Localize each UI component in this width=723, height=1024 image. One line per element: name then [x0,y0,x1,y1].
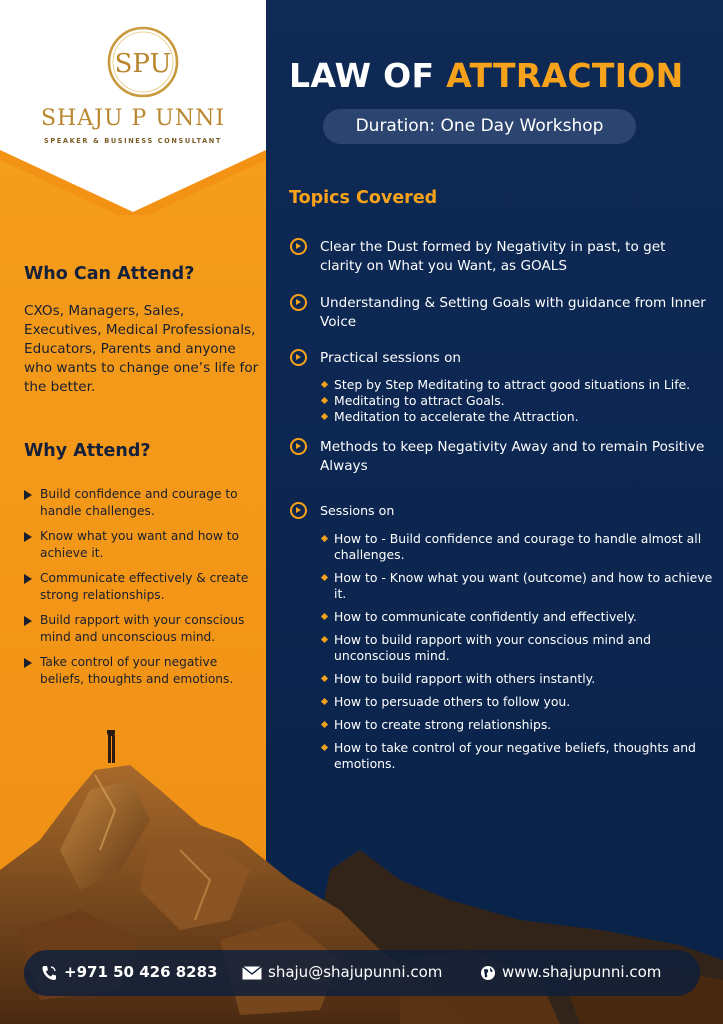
why-attend-item: Know what you want and how to achieve it. [24,528,260,561]
circle-arrow-icon [290,438,307,455]
diamond-bullet-icon [321,721,328,728]
mail-icon [242,966,262,980]
list-item: How to build rapport with your conscious mind and unconscious mind. [320,632,715,664]
list-item: How to take control of your negative beliefs, thoughts and emotions. [320,740,715,772]
why-attend-item: Build confidence and courage to handle challenges. [24,486,260,519]
contact-email[interactable]: shaju@shajupunni.com [242,963,442,981]
diamond-bullet-icon [321,613,328,620]
globe-icon [480,965,496,981]
who-can-attend-text: CXOs, Managers, Sales, Executives, Medical Professionals, Educators, Parents and anyone who wants to change one’s life for the better. [24,303,259,395]
triangle-bullet-icon [24,658,32,668]
contact-website[interactable]: www.shajupunni.com [480,963,661,981]
brand-name: SHAJU P UNNI [40,106,226,131]
duration-badge: Duration: One Day Workshop [323,109,636,144]
why-attend-list [24,486,260,696]
diamond-bullet-icon [321,381,328,388]
list-item: How to build rapport with others instantly. [320,671,715,687]
diamond-bullet-icon [321,413,328,420]
hiker-silhouette-icon [103,730,115,763]
triangle-bullet-icon [24,574,32,584]
list-item: Step by Step Meditating to attract good situations in Life. [320,377,715,393]
logo-ring-icon [106,25,180,99]
page-title: LAW OF ATTRACTION [289,56,684,95]
diamond-bullet-icon [321,675,328,682]
topic-item: Clear the Dust formed by Negativity in past, to get clarity on What you Want, as GOALS [290,238,710,275]
list-item: How to create strong relationships. [320,717,715,733]
logo-block [0,0,266,215]
list-item: Meditating to attract Goals. [320,393,715,409]
diamond-bullet-icon [321,574,328,581]
phone-icon [40,964,58,982]
diamond-bullet-icon [321,535,328,542]
topic-item: Understanding & Setting Goals with guidance from Inner Voice [290,294,710,331]
logo-monogram-text: SPU [114,49,172,79]
brand-tagline: SPEAKER & BUSINESS CONSULTANT [43,137,222,145]
list-item: How to communicate confidently and effectively. [320,609,715,625]
topic-item: Sessions on [290,502,710,521]
topics-covered-heading: Topics Covered [289,188,438,208]
diamond-bullet-icon [321,698,328,705]
why-attend-item: Build rapport with your conscious mind and unconscious mind. [24,612,260,645]
contact-phone[interactable]: +971 50 426 8283 [40,963,217,982]
circle-arrow-icon [290,349,307,366]
triangle-bullet-icon [24,616,32,626]
triangle-bullet-icon [24,532,32,542]
circle-arrow-icon [290,502,307,519]
diamond-bullet-icon [321,397,328,404]
why-attend-item: Communicate effectively & create strong relationships. [24,570,260,603]
list-item: Meditation to accelerate the Attraction. [320,409,715,425]
diamond-bullet-icon [321,636,328,643]
topic-item: Practical sessions on [290,349,710,368]
circle-arrow-icon [290,294,307,311]
triangle-bullet-icon [24,490,32,500]
logo-monogram [106,25,180,99]
who-can-attend-heading: Who Can Attend? [24,264,195,284]
why-attend-heading: Why Attend? [24,441,151,461]
practical-sessions-list [320,377,715,425]
contact-bar [24,950,700,996]
circle-arrow-icon [290,238,307,255]
list-item: How to - Know what you want (outcome) and how to achieve it. [320,570,715,602]
topic-item: Methods to keep Negativity Away and to remain Positive Always [290,438,710,475]
why-attend-item: Take control of your negative beliefs, thoughts and emotions. [24,654,260,687]
list-item: How to - Build confidence and courage to handle almost all challenges. [320,531,715,563]
list-item: How to persuade others to follow you. [320,694,715,710]
